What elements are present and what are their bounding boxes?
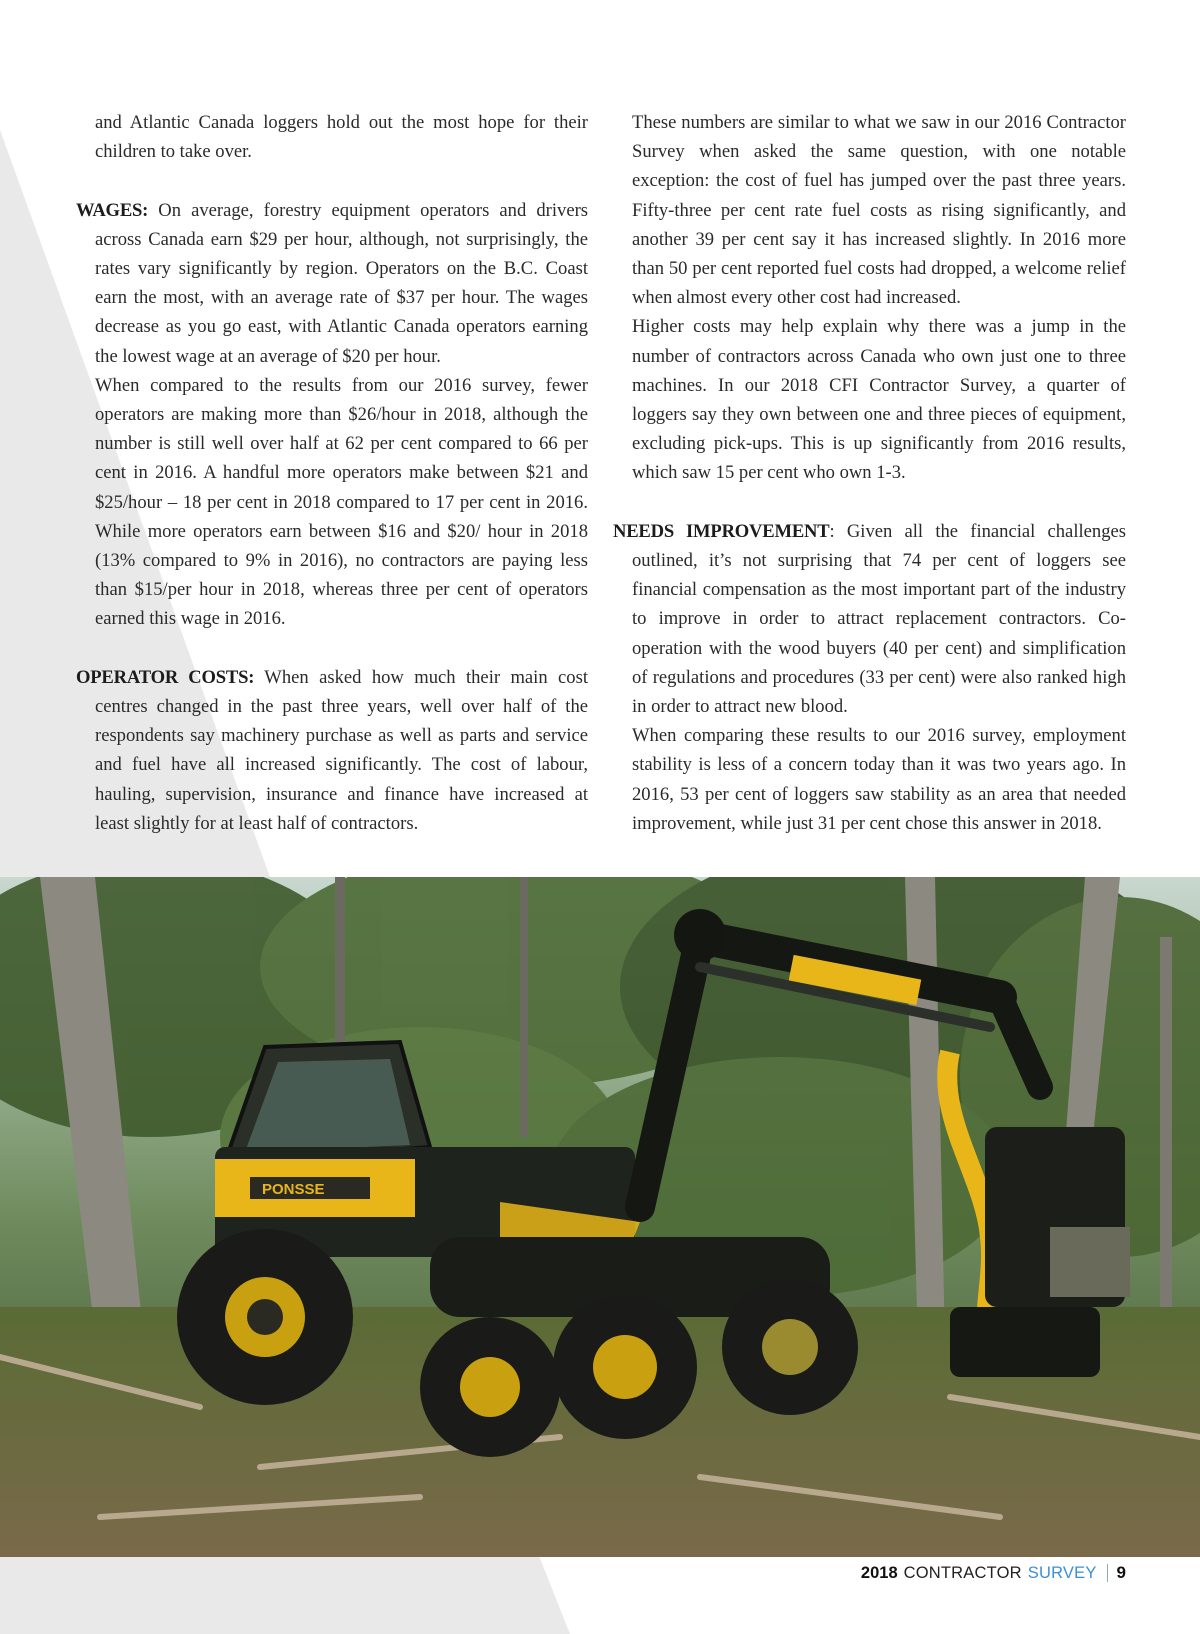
wages-paragraph: [76, 196, 588, 371]
article-body: [0, 96, 1200, 856]
footer-divider: [1107, 1564, 1108, 1582]
machines-paragraph: Higher costs may help explain why there was a jump in the number of contractors across Canada who own just one to three machines. In our 2018 CFI Contractor Survey, a quarter of loggers say they own between one and three pieces of equipment, excluding pick-ups. This is up significantly from 2016 results, which saw 15 per cent who own 1-3.: [632, 316, 1126, 484]
intro-paragraph: and Atlantic Canada loggers hold out the most hope for their children to take over.: [95, 112, 588, 163]
ponsse-logo: PONSSE: [262, 1181, 325, 1198]
wages-body: On average, forestry equipment operators and drivers across Canada earn $29 per hour, although, not surprisingly, the rates vary significantly by region. Operators on the B.C. Coast earn the most, with an average rate of $37 per hour. The wages decrease as you go east, with Atlantic Canada operators earning the lowest wage at an average of $20 per hour.: [95, 199, 588, 367]
footer-title-accent: SURVEY: [1027, 1563, 1097, 1582]
needs-improvement-heading: NEEDS IMPROVEMENT: [613, 520, 830, 542]
page-footer: [861, 1560, 1126, 1586]
forest-harvester-photo: [0, 877, 1200, 1557]
harvester-illustration: [0, 877, 1200, 1557]
operator-costs-heading: OPERATOR COSTS:: [76, 666, 255, 688]
operator-costs-body: When asked how much their main cost centres changed in the past three years, well over half of the respondents say machinery purchase as well as parts and service and fuel have all increased significantly. The cost of labour, hauling, supervision, insurance and finance have increased at least slightly for at least half of contractors.: [95, 666, 588, 834]
needs-improvement-body: : Given all the financial challenges outlined, it’s not surprising that 74 per cent of loggers see financial compensation as the most important part of the industry to improve in order to attract replacement contractors. Co-operation with the wood buyers (40 per cent) and simplification of regulations and procedures (33 per cent) were also ranked high in order to attract new blood.: [632, 520, 1126, 718]
footer-title-word: CONTRACTOR: [903, 1563, 1022, 1582]
wages-heading: WAGES:: [76, 199, 149, 221]
right-column: [613, 108, 1126, 838]
operator-costs-paragraph: [76, 663, 588, 838]
stability-paragraph: When comparing these results to our 2016 survey, employment stability is less of a concern today than it was two years ago. In 2016, 53 per cent of loggers saw stability as an area that needed improvement, while just 31 per cent chose this answer in 2018.: [632, 725, 1126, 834]
wages-paragraph-2: When compared to the results from our 2016 survey, fewer operators are making more than $26/hour in 2018, although the number is still well over half at 62 per cent compared to 66 per cent in 2016. A handful more operators make between $21 and $25/hour – 18 per cent in 2018 compared to 17 per cent in 2016. While more operators earn between $16 and $20/ hour in 2018 (13% compared to 9% in 2016), no contractors are paying less than $15/per hour in 2018, whereas three per cent of operators earned this wage in 2016.: [95, 374, 588, 630]
page-number: 9: [1116, 1563, 1126, 1582]
needs-improvement-paragraph: [613, 517, 1126, 721]
fuel-paragraph: These numbers are similar to what we saw in our 2016 Contractor Survey when asked the same question, with one notable exception: the cost of fuel has jumped over the past three years. Fifty-three per cent rate fuel costs as rising significantly, and another 39 per cent say it has increased slightly. In 2016 more than 50 per cent reported fuel costs had dropped, a welcome relief when almost every other cost had increased.: [632, 112, 1126, 309]
left-column: [76, 108, 588, 838]
footer-year: 2018: [860, 1563, 898, 1582]
